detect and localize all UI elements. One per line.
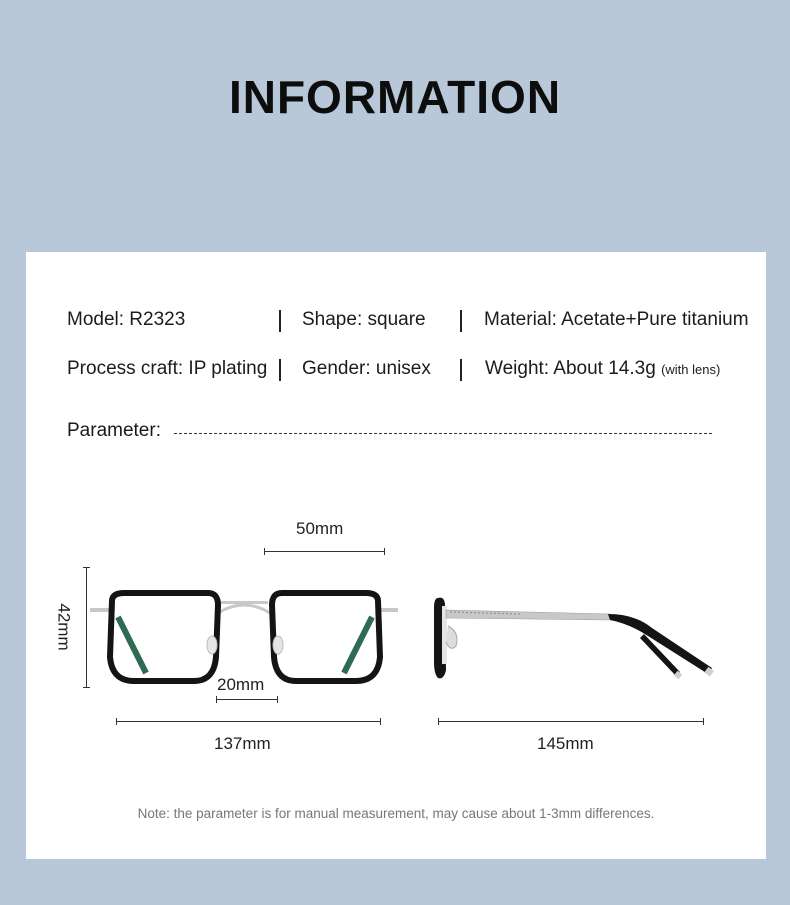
material-spec: Material: Acetate+Pure titanium <box>484 309 749 330</box>
dim-tick <box>216 696 217 703</box>
dim-tick <box>264 548 265 555</box>
dim-tick <box>438 718 439 725</box>
page-title: INFORMATION <box>228 71 562 123</box>
shape-spec: Shape: square <box>302 309 426 330</box>
dim-tick <box>380 718 381 725</box>
dim-tick <box>83 567 90 568</box>
dim-tick <box>277 696 278 703</box>
weight-value: Weight: About 14.3g <box>485 358 656 379</box>
dim-tick <box>703 718 704 725</box>
lens-width-line <box>264 551 385 552</box>
dim-tick <box>116 718 117 725</box>
process-spec: Process craft: IP plating <box>67 358 268 379</box>
frame-width-label: 137mm <box>214 734 271 753</box>
separator <box>460 359 462 381</box>
dim-tick <box>83 687 90 688</box>
bridge-width-line <box>216 699 278 700</box>
weight-note: (with lens) <box>661 362 721 377</box>
info-card <box>26 252 766 859</box>
separator <box>279 310 281 332</box>
separator <box>460 310 462 332</box>
glasses-front-view-icon <box>90 587 400 689</box>
frame-width-line <box>116 721 381 722</box>
parameter-label: Parameter: <box>67 420 161 441</box>
lens-height-line <box>86 567 87 688</box>
separator <box>279 359 281 381</box>
gender-spec: Gender: unisex <box>302 358 431 379</box>
lens-height-label: 42mm <box>54 603 74 651</box>
dim-tick <box>384 548 385 555</box>
glasses-side-view-icon <box>430 592 722 682</box>
measurement-note: Note: the parameter is for manual measurement, may cause about 1-3mm differences. <box>137 806 655 821</box>
model-spec: Model: R2323 <box>67 309 186 330</box>
temple-length-label: 145mm <box>537 734 594 753</box>
temple-length-line <box>438 721 704 722</box>
parameter-dashed-line <box>174 433 712 434</box>
weight-spec <box>485 358 720 380</box>
bridge-width-label: 20mm <box>217 675 265 694</box>
lens-width-label: 50mm <box>296 519 344 538</box>
